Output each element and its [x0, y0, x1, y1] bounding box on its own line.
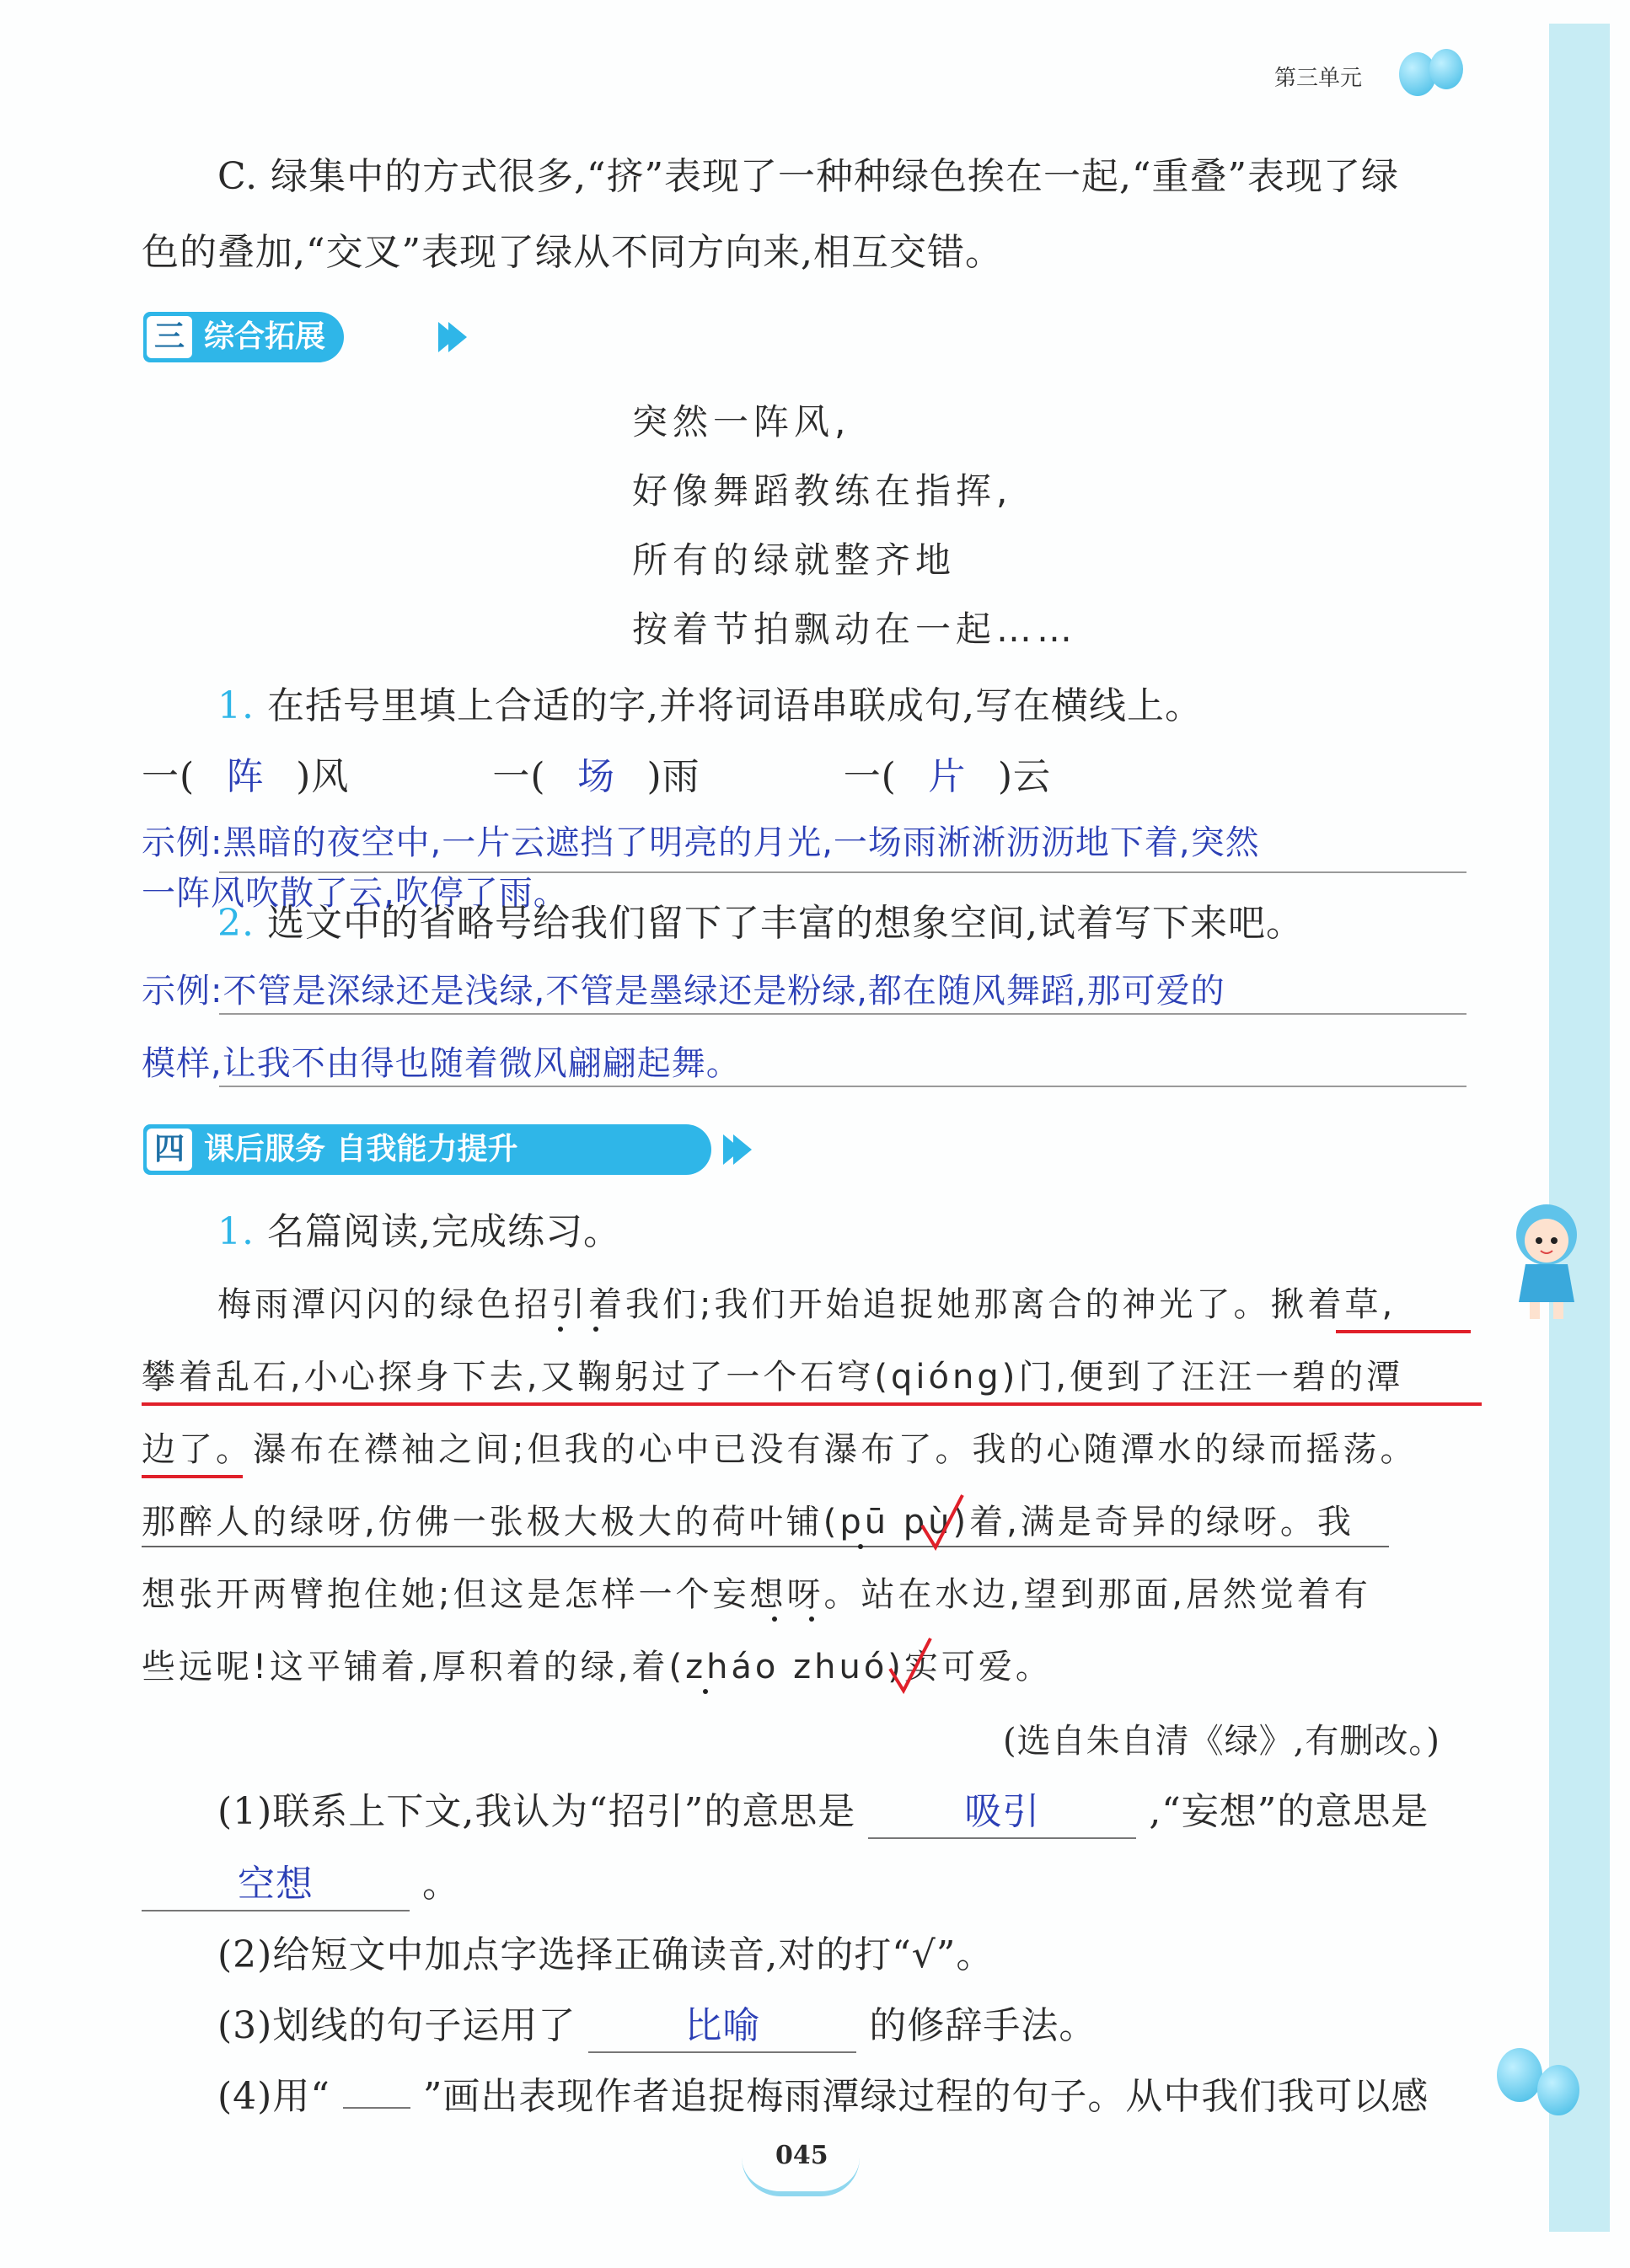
answer-line[interactable]: 示例:黑暗的夜空中,一片云遮挡了明亮的月光,一场雨淅淅沥沥地下着,突然 [142, 823, 1260, 862]
blank-answer[interactable]: 片 [928, 755, 967, 798]
passage-source: (选自朱自清《绿》,有删改。) [1003, 1722, 1440, 1761]
passage-line: 那醉人的绿呀,仿佛一张极大极大的荷叶铺(pū pù)着,满是奇异的绿呀。我 [142, 1503, 1354, 1541]
balloon-icon [1497, 2048, 1542, 2102]
blank-prefix: 一( [492, 755, 546, 798]
section-3-header [143, 312, 344, 362]
answer-blank[interactable]: 吸引 [868, 1787, 1136, 1839]
red-underline [1336, 1330, 1471, 1333]
sub-question-text: (1)联系上下文,我认为“招引”的意思是 [217, 1790, 856, 1833]
poem-line: 按着节拍飘动在一起…… [632, 609, 1078, 650]
sub-question-text: (3)划线的句子运用了 [217, 2004, 576, 2047]
question-3-1 [217, 681, 1203, 732]
arrow-icon [448, 322, 467, 352]
passage-line: 想张开两臂抱住她;但这是怎样一个妄想呀。站在水边,望到那面,居然觉着有 [142, 1575, 1371, 1614]
question-number: 1. [217, 1210, 255, 1253]
passage-line: 攀着乱石,小心探身下去,又鞠躬过了一个石穹(qióng)门,便到了汪汪一碧的潭 [142, 1358, 1404, 1397]
sub-question-text: 。 [422, 1863, 460, 1906]
emphasis-dot [703, 1689, 708, 1694]
arrow-icon [733, 1134, 752, 1165]
question-3-2 [217, 898, 1304, 949]
cartoon-girl-icon [1500, 1197, 1593, 1323]
sub-question-1-cont [142, 1859, 460, 1911]
section-4-header [143, 1124, 711, 1175]
pencil-underline [142, 1546, 1389, 1547]
red-underline [142, 1402, 1482, 1406]
sub-question-text: (4)用“ [217, 2075, 330, 2118]
blank-suffix: )云 [997, 755, 1052, 798]
sub-question-text: ”画出表现作者追捉梅雨潭绿过程的句子。从中我们我可以感 [422, 2075, 1429, 2118]
blank-prefix: 一( [142, 755, 196, 798]
passage-line: 些远呢!这平铺着,厚积着的绿,着(zháo zhuó)实可爱。 [142, 1648, 1053, 1686]
red-underline [142, 1475, 243, 1478]
section-4-number: 四 [147, 1129, 192, 1171]
sub-question-text: 的修辞手法。 [869, 2004, 1097, 2047]
decorative-side-band [1549, 24, 1610, 2232]
poem-line: 所有的绿就整齐地 [632, 539, 957, 581]
answer-rule [219, 1086, 1466, 1087]
blank-suffix: )风 [296, 755, 350, 798]
blank-answer[interactable]: 阵 [226, 755, 265, 798]
sub-question-4 [217, 2072, 1429, 2122]
emphasis-dot [772, 1617, 777, 1622]
section-4-title: 课后服务 自我能力提升 [204, 1132, 518, 1166]
answer-rule [219, 1013, 1466, 1015]
unit-header: 第三单元 [1274, 66, 1363, 91]
intro-line-1: C. 绿集中的方式很多,“挤”表现了一种种绿色挨在一起,“重叠”表现了绿 [217, 155, 1400, 198]
passage-line: 梅雨潭闪闪的绿色招引着我们;我们开始追捉她那离合的神光了。揪着草, [217, 1285, 1397, 1324]
balloon-icon [1537, 2065, 1579, 2115]
sub-question-text: ,“妄想”的意思是 [1149, 1790, 1429, 1833]
answer-blank[interactable]: 空想 [142, 1859, 410, 1911]
emphasis-dot [558, 1327, 563, 1332]
answer-line[interactable]: 模样,让我不由得也随着微风翩翩起舞。 [142, 1044, 741, 1083]
emphasis-dot [593, 1327, 598, 1332]
underline-symbol [343, 2107, 410, 2109]
blank-suffix: )雨 [646, 755, 700, 798]
balloon-icon [1429, 49, 1463, 89]
blank-answer[interactable]: 场 [577, 755, 616, 798]
question-4-1 [217, 1207, 621, 1257]
answer-line[interactable]: 示例:不管是深绿还是浅绿,不管是墨绿还是粉绿,都在随风舞蹈,那可爱的 [142, 972, 1225, 1011]
sub-question-2: (2)给短文中加点字选择正确读音,对的打“√”。 [217, 1933, 995, 1976]
question-number: 1. [217, 684, 255, 727]
poem-line: 突然一阵风, [632, 401, 851, 442]
question-text: 在括号里填上合适的字,并将词语串联成句,写在横线上。 [266, 684, 1203, 727]
emphasis-dot [858, 1544, 863, 1549]
answer-line[interactable]: 一阵风吹散了云,吹停了雨。 [142, 874, 568, 913]
blank-prefix: 一( [843, 755, 897, 798]
sub-question-3 [217, 2001, 1096, 2053]
red-check-mark-icon [887, 1635, 934, 1694]
section-3-number: 三 [147, 316, 192, 358]
red-check-mark-icon [919, 1492, 966, 1551]
question-text: 选文中的省略号给我们留下了丰富的想象空间,试着写下来吧。 [266, 902, 1304, 945]
passage-line: 边了。瀑布在襟袖之间;但我的心中已没有瀑布了。我的心随潭水的绿而摇荡。 [142, 1430, 1418, 1469]
question-number: 2. [217, 902, 255, 945]
emphasis-dot [809, 1617, 814, 1622]
section-3-title: 综合拓展 [204, 319, 326, 354]
page-number: 045 [775, 2141, 828, 2170]
intro-line-2: 色的叠加,“交叉”表现了绿从不同方向来,相互交错。 [142, 231, 1003, 274]
poem-line: 好像舞蹈教练在指挥, [632, 470, 1013, 512]
answer-blank[interactable]: 比喻 [588, 2001, 856, 2053]
fill-blanks-row [142, 752, 1051, 802]
sub-question-1 [217, 1787, 1429, 1839]
question-text: 名篇阅读,完成练习。 [266, 1210, 621, 1253]
